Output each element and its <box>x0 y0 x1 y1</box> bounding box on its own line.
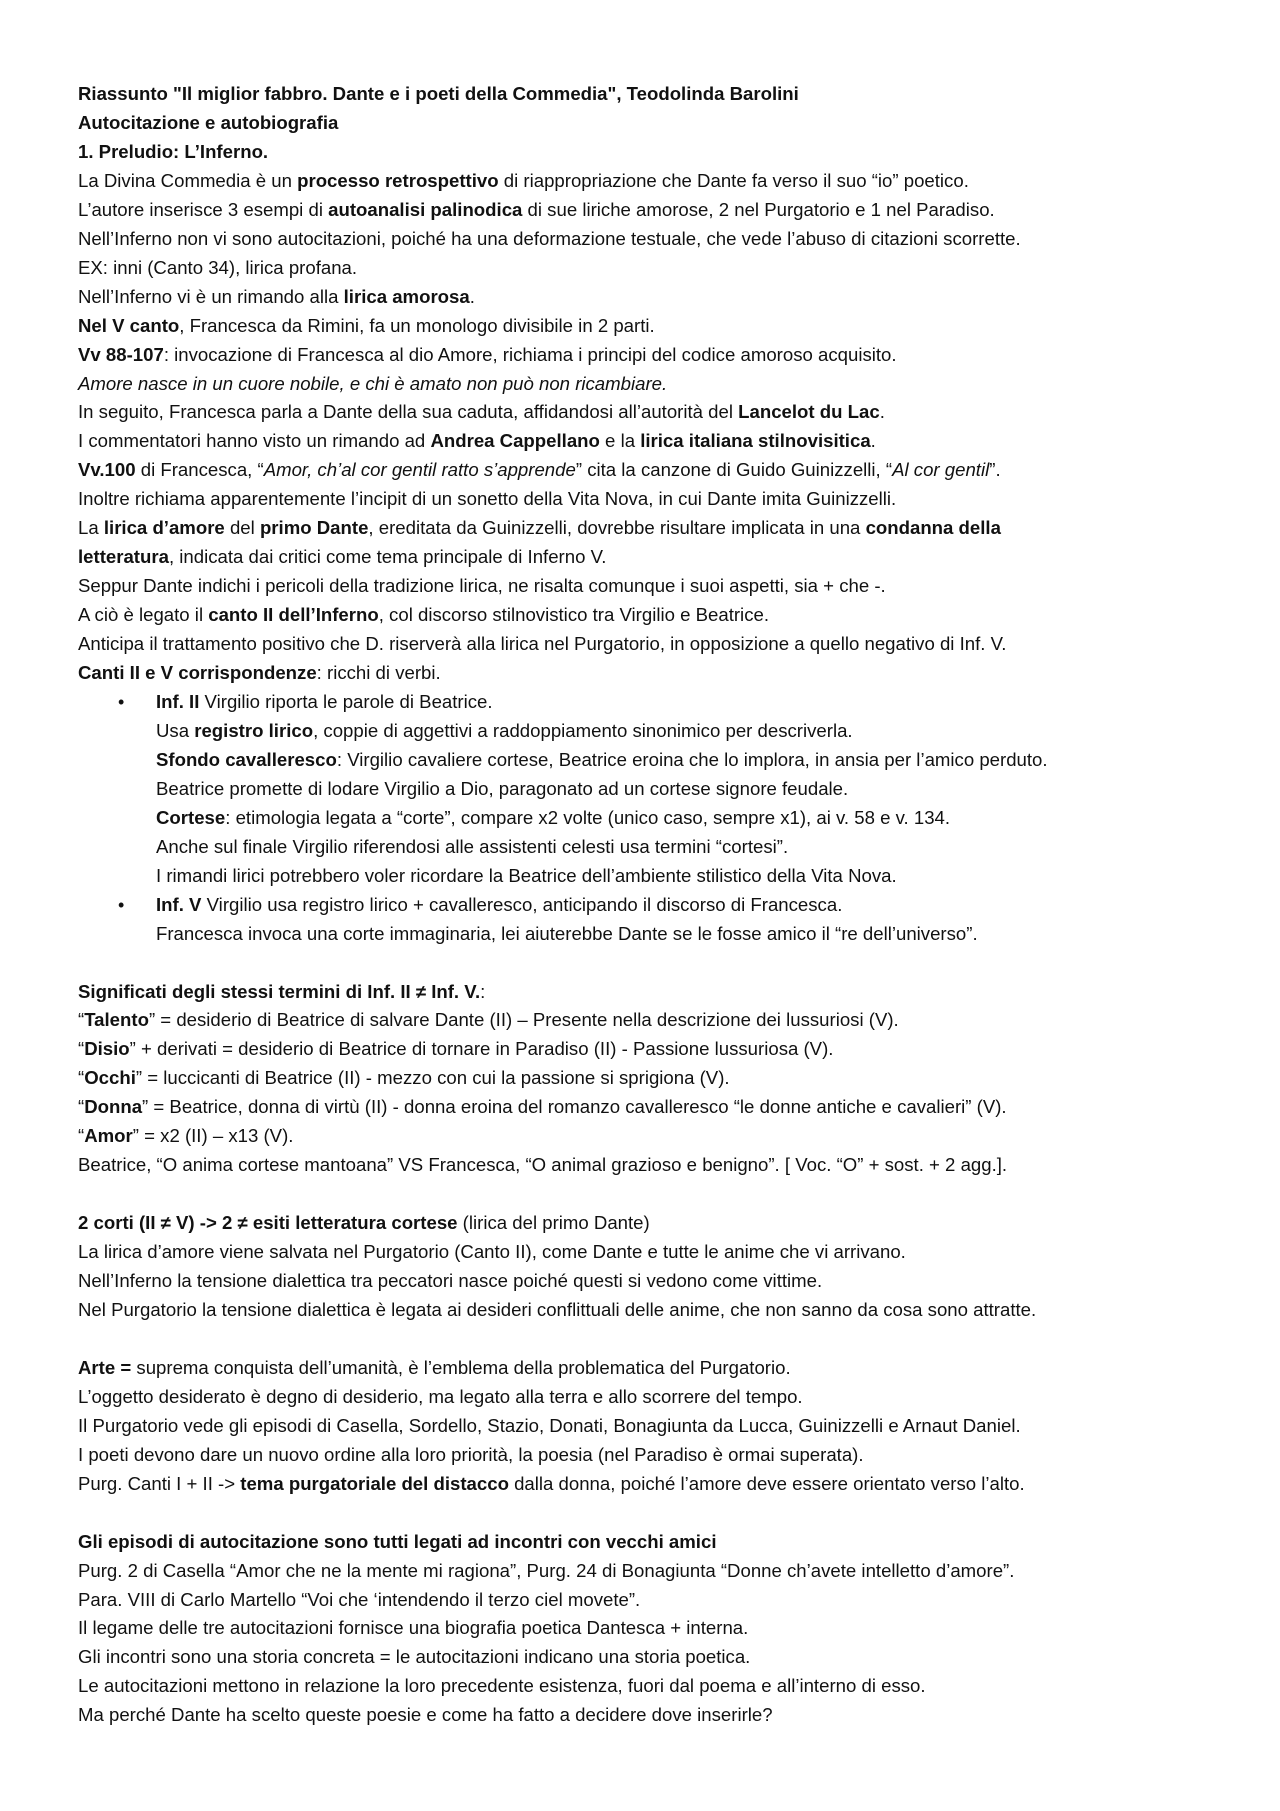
paragraph-line: Vv 88-107: invocazione di Francesca al dio Amore, richiama i principi del codice amoroso acquisito. <box>78 343 897 365</box>
list-item: • Inf. V Virgilio usa registro lirico + cavalleresco, anticipando il discorso di Francesca. Francesca invoca una corte immaginaria, lei aiuterebbe Dante se le fosse amico il “re dell’universo”. <box>78 891 1220 949</box>
paragraph-line: I poeti devono dare un nuovo ordine alla loro priorità, la poesia (nel Paradiso è ormai superata). <box>78 1443 864 1465</box>
bullet-icon: • <box>118 894 125 915</box>
paragraph-line: Purg. Canti I + II -> tema purgatoriale del distacco dalla donna, poiché l’amore deve essere orientato verso l’alto. <box>78 1472 1025 1494</box>
term-row: “Talento” = desiderio di Beatrice di salvare Dante (II) – Presente nella descrizione dei lussuriosi (V). <box>78 1009 899 1031</box>
spacer <box>78 1325 1220 1354</box>
paragraph-line: Nel V canto, Francesca da Rimini, fa un monologo divisibile in 2 parti. <box>78 314 655 336</box>
paragraph-line: Le autocitazioni mettono in relazione la loro precedente esistenza, fuori dal poema e all’interno di esso. <box>78 1675 926 1697</box>
spacer <box>78 1180 1220 1209</box>
paragraph-line: Il Purgatorio vede gli episodi di Casella, Sordello, Stazio, Donati, Bonagiunta da Lucca, Guinizzelli e Arnaut Daniel. <box>78 1414 1021 1436</box>
paragraph-line: Canti II e V corrispondenze: ricchi di verbi. <box>78 662 441 684</box>
bullet-icon: • <box>118 692 125 713</box>
paragraph-line: In seguito, Francesca parla a Dante della sua caduta, affidandosi all’autorità del Lancelot du Lac. <box>78 401 885 423</box>
paragraph-line: I commentatori hanno visto un rimando ad Andrea Cappellano e la lirica italiana stilnovisitica. <box>78 430 876 452</box>
paragraph-line: L’oggetto desiderato è degno di desiderio, ma legato alla terra e allo scorrere del tempo. <box>78 1385 803 1407</box>
paragraph-line: Beatrice, “O anima cortese mantoana” VS Francesca, “O animal grazioso e benigno”. [ Voc. “O” + sost. + 2 agg.]. <box>78 1154 1008 1176</box>
section-heading-autocitazione: Gli episodi di autocitazione sono tutti legati ad incontri con vecchi amici <box>78 1530 717 1552</box>
paragraph-line: Vv.100 di Francesca, “Amor, ch’al cor gentil ratto s’apprende” cita la canzone di Guido Guinizzelli, “Al cor gentil”. <box>78 459 1001 481</box>
bullet-list <box>78 688 1220 949</box>
paragraph-line: Purg. 2 di Casella “Amor che ne la mente mi ragiona”, Purg. 24 di Bonagiunta “Donne ch’avete intelletto d’amore”. <box>78 1559 1015 1581</box>
paragraph-line: Para. VIII di Carlo Martello “Voi che ‘intendendo il terzo ciel movete”. <box>78 1588 641 1610</box>
section-heading-preludio: 1. Preludio: L’Inferno. <box>78 140 269 162</box>
paragraph-line: La lirica d’amore viene salvata nel Purgatorio (Canto II), come Dante e tutte le anime che vi arrivano. <box>78 1241 906 1263</box>
paragraph-line: A ciò è legato il canto II dell’Inferno, col discorso stilnovistico tra Virgilio e Beatrice. <box>78 604 769 626</box>
paragraph-line: Seppur Dante indichi i pericoli della tradizione lirica, ne risalta comunque i suoi aspetti, sia + che -. <box>78 575 886 597</box>
paragraph-line: Ma perché Dante ha scelto queste poesie e come ha fatto a decidere dove inserirle? <box>78 1704 773 1726</box>
paragraph-line: Nell’Inferno la tensione dialettica tra peccatori nasce poiché questi si vedono come vittime. <box>78 1270 823 1292</box>
paragraph-line: Arte = suprema conquista dell’umanità, è l’emblema della problematica del Purgatorio. <box>78 1356 791 1378</box>
paragraph-line: Nell’Inferno non vi sono autocitazioni, poiché ha una deformazione testuale, che vede l’abuso di citazioni scorrette. <box>78 227 1021 249</box>
spacer <box>78 949 1220 978</box>
document-title: Riassunto "Il miglior fabbro. Dante e i poeti della Commedia", Teodolinda Barolini <box>78 83 799 104</box>
paragraph-line: Il legame delle tre autocitazioni fornisce una biografia poetica Dantesca + interna. <box>78 1617 749 1639</box>
paragraph-line: L’autore inserisce 3 esempi di autoanalisi palinodica di sue liriche amorose, 2 nel Purgatorio e 1 nel Paradiso. <box>78 198 995 220</box>
paragraph-line: La Divina Commedia è un processo retrospettivo di riappropriazione che Dante fa verso il suo “io” poetico. <box>78 169 969 191</box>
section-heading-significati: Significati degli stessi termini di Inf. II ≠ Inf. V.: <box>78 980 486 1002</box>
paragraph-line: Anticipa il trattamento positivo che D. riserverà alla lirica nel Purgatorio, in opposizione a quello negativo di Inf. V. <box>78 633 1007 655</box>
paragraph-line: Nell’Inferno vi è un rimando alla lirica amorosa. <box>78 285 475 307</box>
spacer <box>78 1499 1220 1528</box>
term-row: “Amor” = x2 (II) – x13 (V). <box>78 1125 294 1147</box>
paragraph-line: La lirica d’amore del primo Dante, ereditata da Guinizzelli, dovrebbe risultare implicata in una condanna della <box>78 517 1001 539</box>
paragraph-line: Inoltre richiama apparentemente l’incipit di un sonetto della Vita Nova, in cui Dante imita Guinizzelli. <box>78 488 897 510</box>
paragraph-line: Gli incontri sono una storia concreta = le autocitazioni indicano una storia poetica. <box>78 1646 751 1668</box>
term-row: “Disio” + derivati = desiderio di Beatrice di tornare in Paradiso (II) - Passione lussuriosa (V). <box>78 1038 834 1060</box>
term-row: “Donna” = Beatrice, donna di virtù (II) - donna eroina del romanzo cavalleresco “le donne antiche e cavalieri” (V). <box>78 1096 1007 1118</box>
document-subtitle: Autocitazione e autobiografia <box>78 111 339 133</box>
section-heading-corti: 2 corti (II ≠ V) -> 2 ≠ esiti letteratura cortese (lirica del primo Dante) <box>78 1212 650 1234</box>
list-item: • Inf. II Virgilio riporta le parole di Beatrice. Usa registro lirico, coppie di aggettivi a raddoppiamento sinonimico per descriverla. Sfondo cavalleresco: Virgilio cavaliere cortese, Beatrice eroina che lo implora, in ansia per l’amico perduto. Beatrice promette di lodare Virgilio a Dio, paragonato ad un cortese signore feudale. Cortese: etimologia legata a “corte”, compare x2 volte (unico caso, sempre x1), ai v. 58 e v. 134. Anche sul finale Virgilio riferendosi alle assistenti celesti usa termini “cortesi”. I rimandi lirici potrebbero voler ricordare la Beatrice dell’ambiente stilistico della Vita Nova. <box>78 688 1220 891</box>
paragraph-line: letteratura, indicata dai critici come tema principale di Inferno V. <box>78 546 607 568</box>
term-row: “Occhi” = luccicanti di Beatrice (II) - mezzo con cui la passione si sprigiona (V). <box>78 1067 730 1089</box>
italic-quote: Amore nasce in un cuore nobile, e chi è amato non può non ricambiare. <box>78 372 668 394</box>
paragraph-line: EX: inni (Canto 34), lirica profana. <box>78 256 358 278</box>
paragraph-line: Nel Purgatorio la tensione dialettica è legata ai desideri conflittuali delle anime, che non sanno da cosa sono attratte. <box>78 1299 1037 1320</box>
